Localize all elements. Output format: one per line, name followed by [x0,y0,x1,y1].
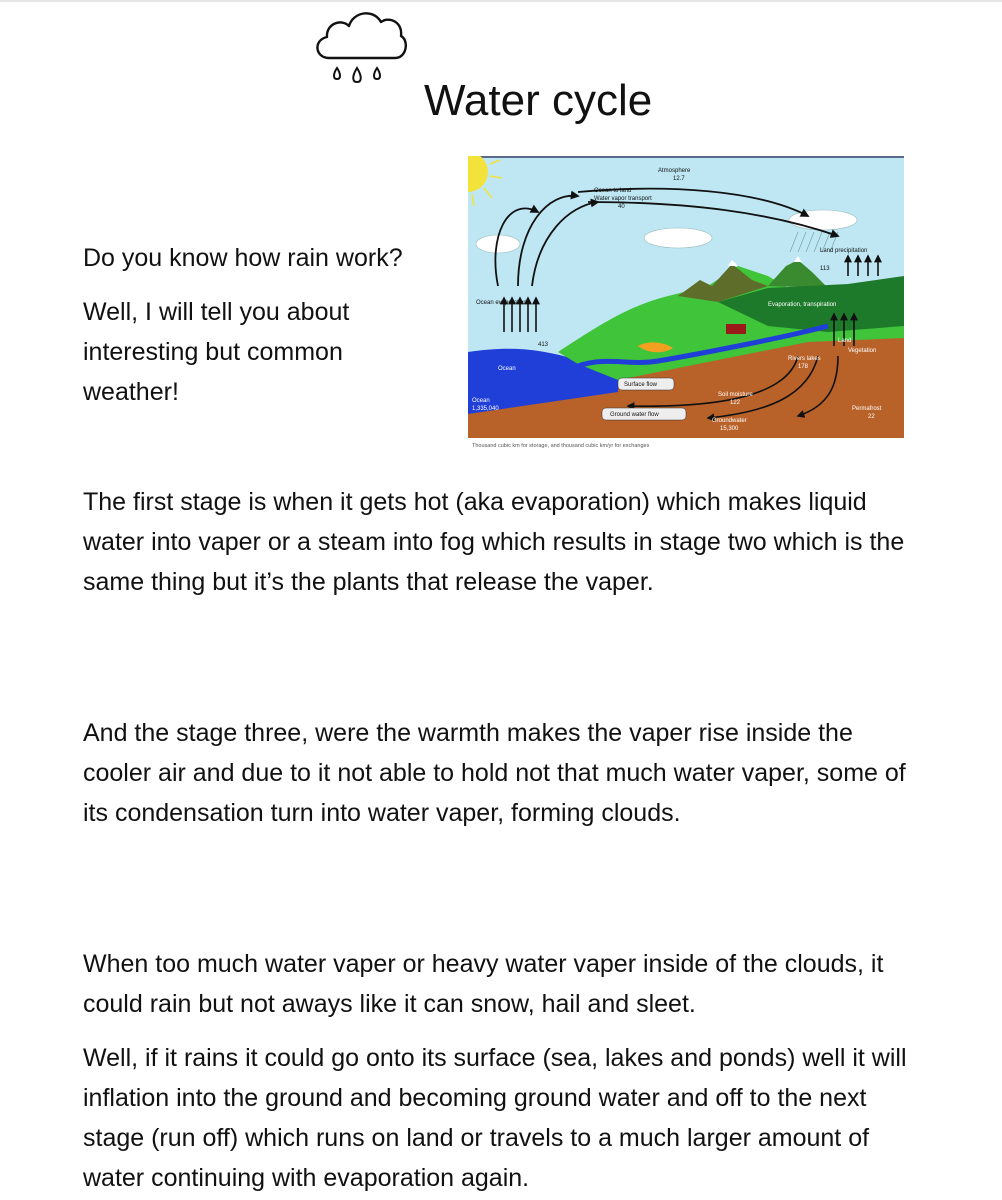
cloud-right [789,210,857,230]
paragraph-runoff: Well, if it rains it could go onto its surface (sea, lakes and ponds) well it will inflation into the ground and becoming ground water and off to the next stage (run off) which runs on land or travels to a much larger amount of water continuing with evaporation again. [83,1044,907,1192]
svg-text:22: 22 [868,414,875,420]
svg-text:113: 113 [820,266,830,272]
svg-text:Land precipitation: Land precipitation [820,248,868,254]
svg-text:Ocean: Ocean [472,398,490,404]
intro-question: Do you know how rain work? [83,244,403,272]
cloud-middle [644,228,712,248]
label-atmosphere: Atmosphere [658,168,691,174]
rain-cloud-icon [311,6,409,90]
svg-text:Groundwater: Groundwater [712,418,747,424]
svg-text:Permafrost: Permafrost [852,406,882,412]
svg-text:40: 40 [618,204,625,210]
svg-text:15,300: 15,300 [720,426,739,432]
paragraph-precipitation: When too much water vaper or heavy water vaper inside of the clouds, it could rain but not aways like it can snow, hail and sleet. [83,950,884,1018]
svg-text:Water vapor transport: Water vapor transport [594,196,652,202]
svg-text:Evaporation, transpiration: Evaporation, transpiration [768,302,837,308]
figure-caption: Thousand cubic km for storage, and thousand cubic km/yr for exchanges [472,443,650,449]
svg-text:Vegetation: Vegetation [848,348,877,354]
paragraph-stage-one-two: The first stage is when it gets hot (aka evaporation) which makes liquid water into vaper or a steam into fog which results in stage two which is the same thing but it’s the plants that release the vaper. [83,488,905,596]
svg-text:12.7: 12.7 [673,176,685,182]
svg-text:Surface flow: Surface flow [624,382,658,388]
intro-lead: Well, I will tell you about interesting but common weather! [83,298,350,406]
svg-text:413: 413 [538,342,549,348]
svg-text:Land: Land [838,338,852,344]
svg-text:Ground water flow: Ground water flow [610,412,659,418]
svg-text:Soil moisture: Soil moisture [718,392,753,398]
paragraph-stage-three: And the stage three, were the warmth makes the vaper rise inside the cooler air and due to it not able to hold not that much water vaper, some of its condensation turn into water vaper, forming clouds. [83,719,906,827]
svg-text:178: 178 [798,364,809,370]
svg-text:Ocean: Ocean [498,366,516,372]
page-title: Water cycle [424,76,653,125]
svg-text:122: 122 [730,400,741,406]
svg-text:Ocean to land: Ocean to land [594,188,632,194]
top-border [0,0,1002,2]
water-cycle-diagram [468,156,904,452]
svg-text:Rivers lakes: Rivers lakes [788,356,821,362]
svg-text:1,335,040: 1,335,040 [472,406,499,412]
svg-text:Ocean evaporation: Ocean evaporation [476,300,527,306]
